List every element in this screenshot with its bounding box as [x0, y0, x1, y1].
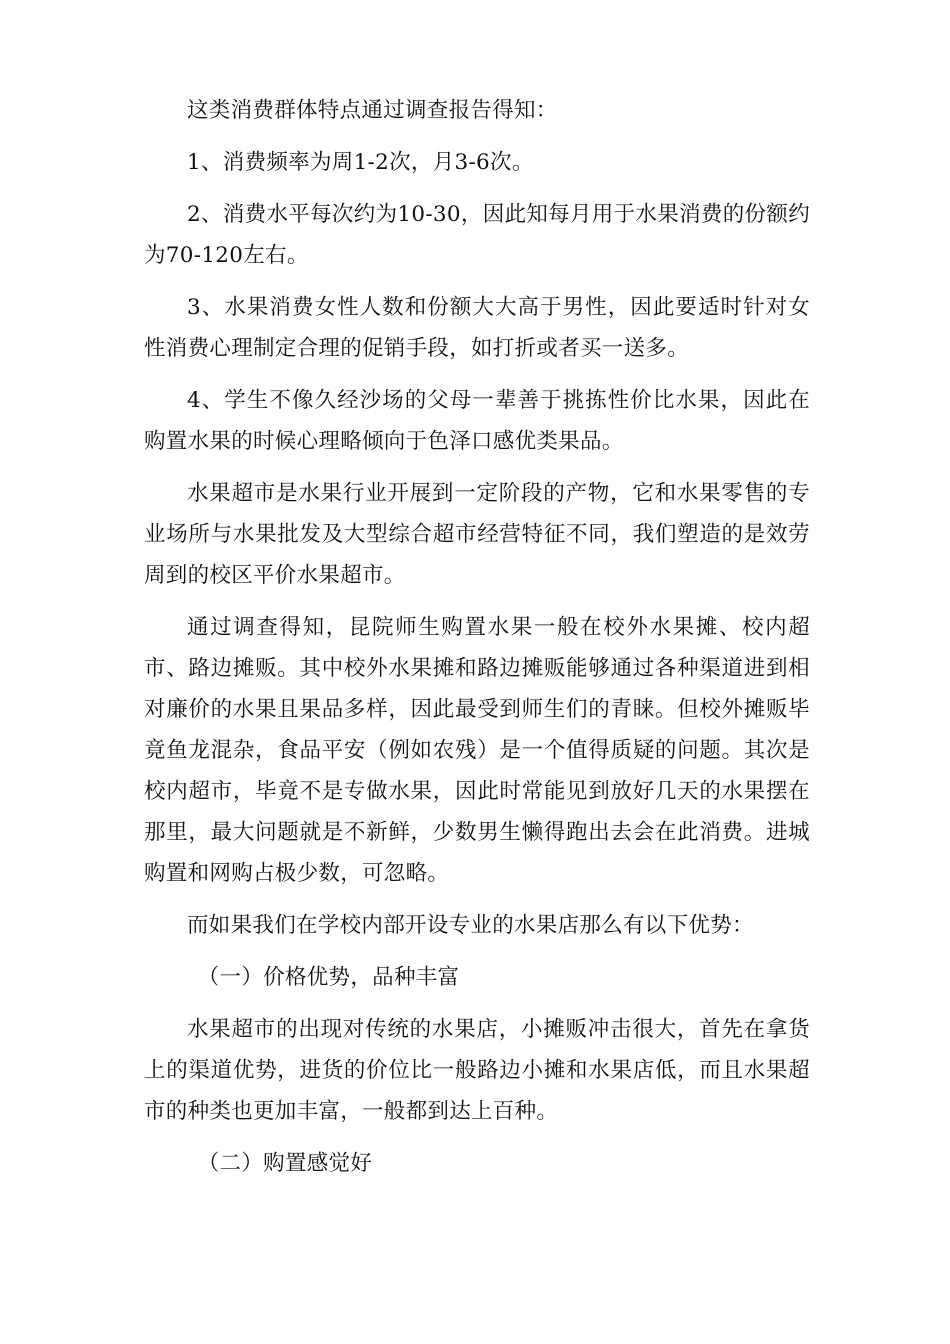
- paragraph-item-1: 1、消费频率为周1-2次，月3-6次。: [187, 150, 534, 175]
- paragraph-intro: 这类消费群体特点通过调查报告得知：: [187, 98, 558, 123]
- paragraph-fruit-supermarket: 水果超市是水果行业开展到一定阶段的产物，它和水果零售的专业场所与水果批发及大型综合超市经营特征不同，我们塑造的是效劳周到的校区平价水果超市。: [144, 481, 810, 588]
- paragraph-survey: 通过调查得知，昆院师生购置水果一般在校外水果摊、校内超市、路边摊贩。其中校外水果摊和路边摊贩能够通过各种渠道进到相对廉价的水果且果品多样，因此最受到师生们的青睐。但校外摊贩毕竟鱼龙混杂，食品平安（例如农残）是一个值得质疑的问题。其次是校内超市，毕竟不是专做水果，因此时常能见到放好几天的水果摆在那里，最大问题就是不新鲜，少数男生懒得跑出去会在此消费。进城购置和网购占极少数，可忽略。: [144, 615, 810, 886]
- heading-shopping-experience: （二）购置感觉好: [197, 1151, 373, 1176]
- paragraph-item-2: 2、消费水平每次约为10-30，因此知每月用于水果消费的份额约为70-120左右。: [144, 202, 810, 268]
- paragraph-price-advantage: 水果超市的出现对传统的水果店，小摊贩冲击很大，首先在拿货上的渠道优势，进货的价位比一般路边小摊和水果店低，而且水果超市的种类也更加丰富，一般都到达上百种。: [144, 1017, 810, 1124]
- paragraph-item-3: 3、水果消费女性人数和份额大大高于男性，因此要适时针对女性消费心理制定合理的促销手段，如打折或者买一送多。: [144, 295, 810, 361]
- heading-price-advantage: （一）价格优势，品种丰富: [197, 965, 460, 990]
- paragraph-item-4: 4、学生不像久经沙场的父母一辈善于挑拣性价比水果，因此在购置水果的时候心理略倾向于色泽口感优类果品。: [144, 388, 810, 454]
- document-page: [144, 90, 810, 1184]
- paragraph-advantages: 而如果我们在学校内部开设专业的水果店那么有以下优势：: [187, 913, 754, 938]
